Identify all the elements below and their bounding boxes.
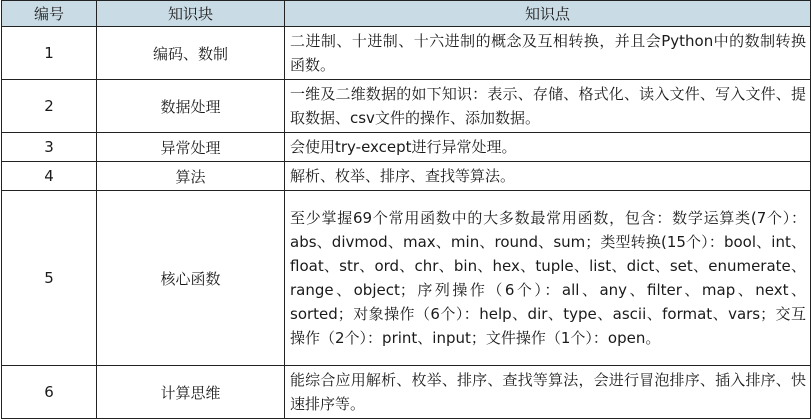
row-num: 5 (2, 191, 97, 366)
row-num: 3 (2, 133, 97, 162)
row-content: 至少掌握69个常用函数中的大多数最常用函数，包含：数学运算类(7个）：abs、divmod、max、min、round、sum；类型转换(15个）：bool、int、float、str、ord、chr、bin、hex、tuple、list、dict、set、enumerate、range、object；序列操作（6个）：all、any、filter、map、next、sorted；对象操作（6个）：help、dir、type、ascii、format、vars；交互操作（2个）：print、input；文件操作（1个）：open。 (285, 191, 811, 366)
table-row (2, 133, 811, 162)
row-num: 2 (2, 80, 97, 133)
row-content: 会使用try-except进行异常处理。 (285, 133, 811, 162)
table-row (2, 80, 811, 133)
header-num: 编号 (2, 1, 97, 27)
knowledge-table (1, 0, 811, 419)
row-topic: 编码、数制 (97, 27, 285, 80)
row-topic: 算法 (97, 162, 285, 191)
row-num: 1 (2, 27, 97, 80)
header-row (2, 1, 811, 27)
row-content: 一维及二维数据的如下知识：表示、存储、格式化、读入文件、写入文件、提取数据、csv文件的操作、添加数据。 (285, 80, 811, 133)
row-topic: 计算思维 (97, 366, 285, 419)
row-topic: 异常处理 (97, 133, 285, 162)
table-row (2, 162, 811, 191)
table-row (2, 191, 811, 366)
table-row (2, 366, 811, 419)
row-topic: 核心函数 (97, 191, 285, 366)
header-topic: 知识块 (97, 1, 285, 27)
row-topic: 数据处理 (97, 80, 285, 133)
row-num: 4 (2, 162, 97, 191)
table-row (2, 27, 811, 80)
row-content: 解析、枚举、排序、查找等算法。 (285, 162, 811, 191)
row-content: 能综合应用解析、枚举、排序、查找等算法，会进行冒泡排序、插入排序、快速排序等。 (285, 366, 811, 419)
header-content: 知识点 (285, 1, 811, 27)
row-content: 二进制、十进制、十六进制的概念及互相转换，并且会Python中的数制转换函数。 (285, 27, 811, 80)
row-num: 6 (2, 366, 97, 419)
